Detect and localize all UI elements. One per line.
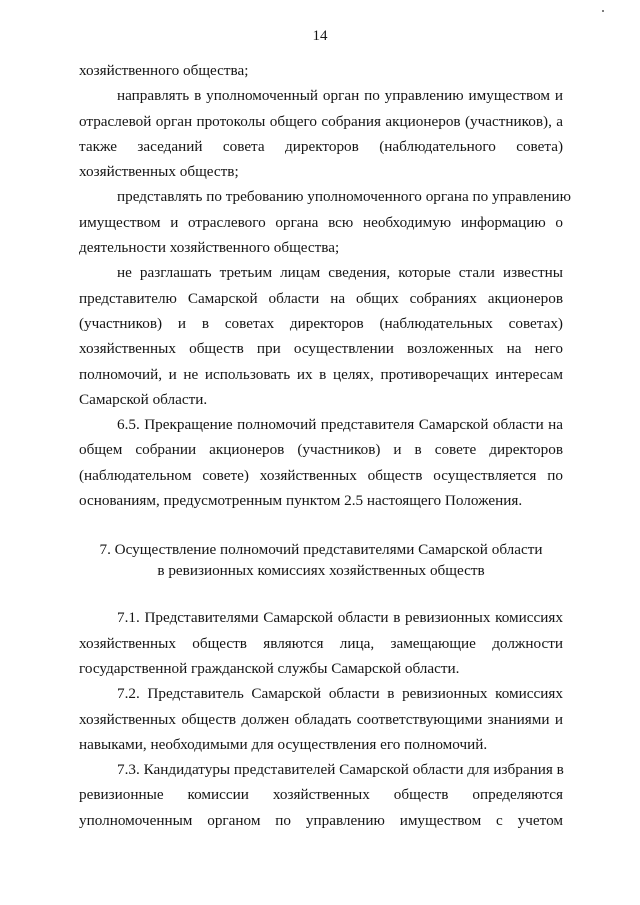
text-line: (участников) и в советах директоров (наблюдательных советах) [79, 314, 563, 332]
paragraph-non-disclosure [79, 260, 563, 412]
text-line: хозяйственных обществ при осуществлении возложенных на него [79, 340, 563, 358]
document-body [79, 58, 571, 833]
text-line: отраслевой орган протоколы общего собрания акционеров (участников), а [79, 112, 563, 130]
paragraph-send-protocols [79, 83, 563, 184]
text-line: хозяйственных обществ являются лица, замещающие должности [79, 634, 563, 652]
text-line: представлять по требованию уполномоченного органа по управлению [117, 188, 571, 206]
text-line: 7.3. Кандидатуры представителей Самарской области для избрания в [117, 761, 564, 779]
text-line: государственной гражданской службы Самарской области. [79, 659, 460, 677]
text-line: не разглашать третьим лицам сведения, которые стали известны [117, 264, 563, 282]
paragraph-7-3 [79, 757, 563, 833]
text-line: направлять в уполномоченный орган по управлению имуществом и [117, 87, 563, 105]
scan-artifact-dot [602, 10, 604, 12]
text-line: полномочий, и не использовать их в целях, противоречащих интересам [79, 365, 563, 383]
text-line: навыками, необходимыми для осуществления его полномочий. [79, 735, 488, 753]
text-line: имуществом и отраслевого органа всю необходимую информацию о [79, 213, 563, 231]
text-line: (наблюдательном совете) хозяйственных обществ осуществляется по [79, 466, 563, 484]
text-line: Самарской области. [79, 390, 208, 408]
text-line: деятельности хозяйственного общества; [79, 239, 340, 257]
text-line: уполномоченным органом по управлению имуществом с учетом [79, 811, 563, 829]
paragraph-provide-information [79, 184, 571, 260]
paragraph-7-2 [79, 681, 563, 757]
text-line: 6.5. Прекращение полномочий представителя Самарской области на [117, 416, 563, 434]
text-line: хозяйственных обществ должен обладать соответствующими знаниями и [79, 710, 563, 728]
text-line: ревизионные комиссии хозяйственных обществ определяются [79, 786, 563, 804]
text-line: хозяйственного общества; [79, 62, 249, 79]
text-line: 7.2. Представитель Самарской области в ревизионных комиссиях [117, 685, 563, 703]
text-line: 7.1. Представителями Самарской области в ревизионных комиссиях [117, 609, 563, 627]
paragraph-7-1 [79, 605, 563, 681]
text-line: общем собрании акционеров (участников) и в совете директоров [79, 441, 563, 459]
page-number: 14 [312, 28, 328, 44]
paragraph-continuation [79, 58, 563, 83]
paragraph-6-5 [79, 412, 563, 513]
heading-line: 7. Осуществление полномочий представителями Самарской области [99, 541, 543, 559]
section-7-heading [79, 539, 563, 581]
text-line: основаниям, предусмотренным пунктом 2.5 настоящего Положения. [79, 492, 523, 510]
text-line: также заседаний совета директоров (наблюдательного совета) [79, 137, 563, 155]
text-line: хозяйственных обществ; [79, 163, 239, 181]
heading-line: в ревизионных комиссиях хозяйственных обществ [157, 562, 485, 580]
text-line: представителю Самарской области на общих собраниях акционеров [79, 289, 563, 307]
